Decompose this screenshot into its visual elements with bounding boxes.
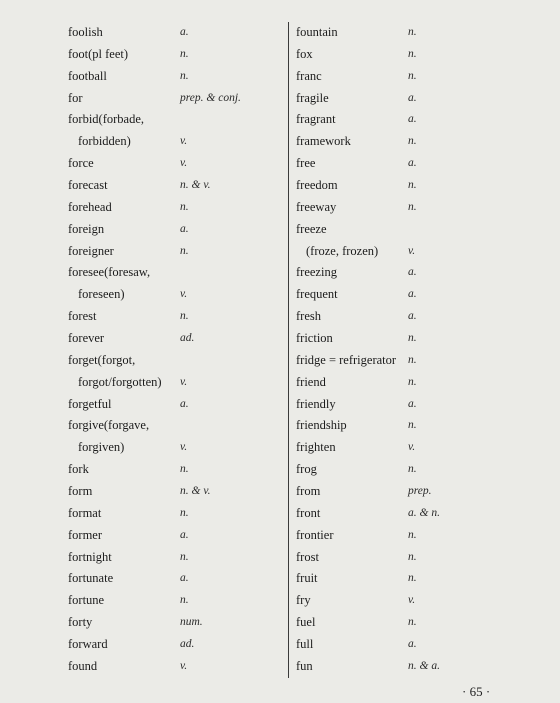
part-of-speech: prep.	[408, 485, 432, 498]
headword: fortnight	[68, 549, 112, 564]
part-of-speech: n.	[180, 244, 189, 257]
entry-row	[296, 481, 496, 503]
part-of-speech: n.	[408, 47, 417, 60]
part-of-speech: n.	[408, 135, 417, 148]
part-of-speech: a.	[180, 572, 189, 585]
headword: foreseen)	[78, 287, 125, 302]
entry-row	[68, 284, 284, 306]
part-of-speech: v.	[180, 441, 188, 454]
headword: fragrant	[296, 112, 336, 127]
entry-row	[296, 568, 496, 590]
headword: fresh	[296, 309, 321, 324]
entry-row	[68, 175, 284, 197]
headword: fork	[68, 462, 89, 477]
part-of-speech: n.	[408, 419, 417, 432]
column-divider	[288, 22, 289, 678]
headword: from	[296, 484, 321, 499]
part-of-speech: a.	[180, 397, 189, 410]
part-of-speech: n. & v.	[180, 179, 211, 192]
part-of-speech: a.	[408, 397, 417, 410]
entry-row	[296, 153, 496, 175]
entry-row	[296, 306, 496, 328]
part-of-speech: n. & v.	[180, 485, 211, 498]
headword: fortune	[68, 593, 105, 608]
entry-row	[68, 241, 284, 263]
entry-row	[296, 88, 496, 110]
part-of-speech: a.	[408, 310, 417, 323]
headword: friction	[296, 331, 333, 346]
headword: freeway	[296, 199, 337, 214]
entry-row	[68, 547, 284, 569]
headword: forest	[68, 309, 97, 324]
headword: fuel	[296, 615, 316, 630]
entry-row	[296, 131, 496, 153]
headword: freedom	[296, 178, 338, 193]
headword: (froze, frozen)	[306, 243, 379, 258]
headword: fun	[296, 658, 313, 673]
entry-row	[296, 634, 496, 656]
part-of-speech: n.	[180, 310, 189, 323]
headword: foreigner	[68, 243, 114, 258]
part-of-speech: v.	[180, 135, 188, 148]
entry-row	[296, 590, 496, 612]
part-of-speech: v.	[180, 375, 188, 388]
entry-row	[68, 262, 284, 284]
entry-row	[68, 503, 284, 525]
headword: fry	[296, 593, 311, 608]
headword: found	[68, 658, 98, 673]
entry-row	[68, 153, 284, 175]
entry-row	[296, 284, 496, 306]
entry-row	[296, 350, 496, 372]
entry-row	[296, 197, 496, 219]
headword: fridge = refrigerator	[296, 352, 397, 367]
headword: for	[68, 90, 83, 105]
part-of-speech: n.	[180, 69, 189, 82]
entry-row	[296, 547, 496, 569]
entry-row	[68, 481, 284, 503]
entry-row	[296, 22, 496, 44]
headword: foolish	[68, 25, 103, 39]
headword: fortunate	[68, 571, 114, 586]
part-of-speech: n. & a.	[408, 659, 440, 672]
part-of-speech: num.	[180, 616, 203, 629]
headword: forehead	[68, 199, 112, 214]
part-of-speech: a.	[180, 528, 189, 541]
headword: framework	[296, 134, 351, 149]
part-of-speech: a.	[408, 157, 417, 170]
part-of-speech: n.	[408, 26, 417, 38]
entry-row	[68, 131, 284, 153]
part-of-speech: a.	[408, 113, 417, 126]
part-of-speech: n.	[408, 463, 417, 476]
headword: fountain	[296, 25, 338, 39]
headword: forgetful	[68, 396, 112, 411]
headword: fragile	[296, 90, 329, 105]
headword: franc	[296, 68, 322, 83]
entry-row	[296, 612, 496, 634]
entry-row	[68, 197, 284, 219]
headword: foot(pl feet)	[68, 46, 129, 61]
headword: frontier	[296, 527, 334, 542]
part-of-speech: n.	[408, 572, 417, 585]
entry-row	[68, 372, 284, 394]
headword: forever	[68, 331, 105, 346]
entry-row	[68, 44, 284, 66]
part-of-speech: n.	[180, 594, 189, 607]
headword: forgiven)	[78, 440, 125, 455]
part-of-speech: a.	[408, 91, 417, 104]
headword: force	[68, 156, 94, 171]
entry-row	[68, 219, 284, 241]
entry-row	[296, 219, 496, 241]
part-of-speech: v.	[180, 288, 188, 301]
entry-row	[68, 328, 284, 350]
headword: forward	[68, 637, 108, 652]
headword: forbid(forbade,	[68, 112, 145, 127]
part-of-speech: n.	[180, 550, 189, 563]
headword: front	[296, 505, 321, 520]
entry-row	[296, 241, 496, 263]
entry-row	[68, 525, 284, 547]
part-of-speech: a.	[180, 26, 189, 38]
headword: forty	[68, 615, 93, 630]
headword: forgot/forgotten)	[78, 374, 162, 389]
entry-row	[68, 656, 284, 678]
right-column	[296, 22, 496, 678]
part-of-speech: ad.	[180, 638, 195, 651]
entry-row	[296, 415, 496, 437]
page-number: · 65 ·	[462, 684, 491, 699]
part-of-speech: n.	[408, 69, 417, 82]
part-of-speech: n.	[408, 353, 417, 366]
entry-row	[296, 262, 496, 284]
headword: football	[68, 68, 107, 83]
part-of-speech: n.	[408, 550, 417, 563]
entry-row	[296, 109, 496, 131]
headword: foresee(foresaw,	[68, 265, 151, 280]
part-of-speech: a.	[408, 266, 417, 279]
headword: frequent	[296, 287, 338, 302]
part-of-speech: n.	[180, 463, 189, 476]
part-of-speech: n.	[408, 616, 417, 629]
headword: format	[68, 505, 102, 520]
headword: freeze	[296, 221, 327, 236]
headword: fox	[296, 46, 313, 61]
entry-row	[68, 634, 284, 656]
entry-row	[296, 328, 496, 350]
entry-row	[68, 109, 284, 131]
part-of-speech: v.	[408, 594, 416, 607]
entry-row	[296, 44, 496, 66]
part-of-speech: n.	[180, 47, 189, 60]
entry-row	[68, 415, 284, 437]
headword: forgive(forgave,	[68, 418, 150, 433]
entry-row	[68, 22, 284, 44]
headword: friend	[296, 374, 326, 389]
entry-row	[68, 66, 284, 88]
part-of-speech: n.	[408, 332, 417, 345]
headword: forbidden)	[78, 134, 131, 149]
entry-row	[68, 612, 284, 634]
headword: foreign	[68, 221, 105, 236]
headword: fruit	[296, 571, 318, 586]
headword: forecast	[68, 178, 108, 193]
headword: full	[296, 637, 314, 652]
part-of-speech: a. & n.	[408, 506, 440, 519]
entry-row	[68, 437, 284, 459]
part-of-speech: n.	[408, 528, 417, 541]
headword: form	[68, 484, 93, 499]
entry-row	[296, 503, 496, 525]
headword: friendship	[296, 418, 347, 433]
headword: former	[68, 527, 103, 542]
part-of-speech: n.	[408, 375, 417, 388]
headword: forget(forgot,	[68, 352, 136, 367]
part-of-speech: n.	[408, 179, 417, 192]
entry-row	[296, 175, 496, 197]
entry-row	[296, 66, 496, 88]
headword: frost	[296, 549, 319, 564]
entry-row	[68, 88, 284, 110]
part-of-speech: ad.	[180, 332, 195, 345]
left-column	[68, 22, 284, 678]
headword: frighten	[296, 440, 336, 455]
headword: friendly	[296, 396, 336, 411]
entry-row	[296, 437, 496, 459]
part-of-speech: v.	[180, 157, 188, 170]
part-of-speech: a.	[408, 638, 417, 651]
part-of-speech: n.	[180, 200, 189, 213]
headword: free	[296, 156, 316, 171]
entry-row	[68, 306, 284, 328]
part-of-speech: v.	[408, 244, 416, 257]
entry-row	[296, 459, 496, 481]
entry-row	[68, 590, 284, 612]
entry-row	[68, 350, 284, 372]
entry-row	[68, 568, 284, 590]
entry-row	[296, 656, 496, 678]
part-of-speech: v.	[180, 659, 188, 672]
entry-row	[296, 394, 496, 416]
part-of-speech: n.	[408, 200, 417, 213]
part-of-speech: a.	[408, 288, 417, 301]
entry-row	[296, 525, 496, 547]
entry-row	[296, 372, 496, 394]
headword: freezing	[296, 265, 337, 280]
part-of-speech: prep. & conj.	[180, 91, 241, 104]
entry-row	[68, 459, 284, 481]
part-of-speech: v.	[408, 441, 416, 454]
part-of-speech: n.	[180, 506, 189, 519]
part-of-speech: a.	[180, 222, 189, 235]
headword: frog	[296, 462, 317, 477]
entry-row	[68, 394, 284, 416]
